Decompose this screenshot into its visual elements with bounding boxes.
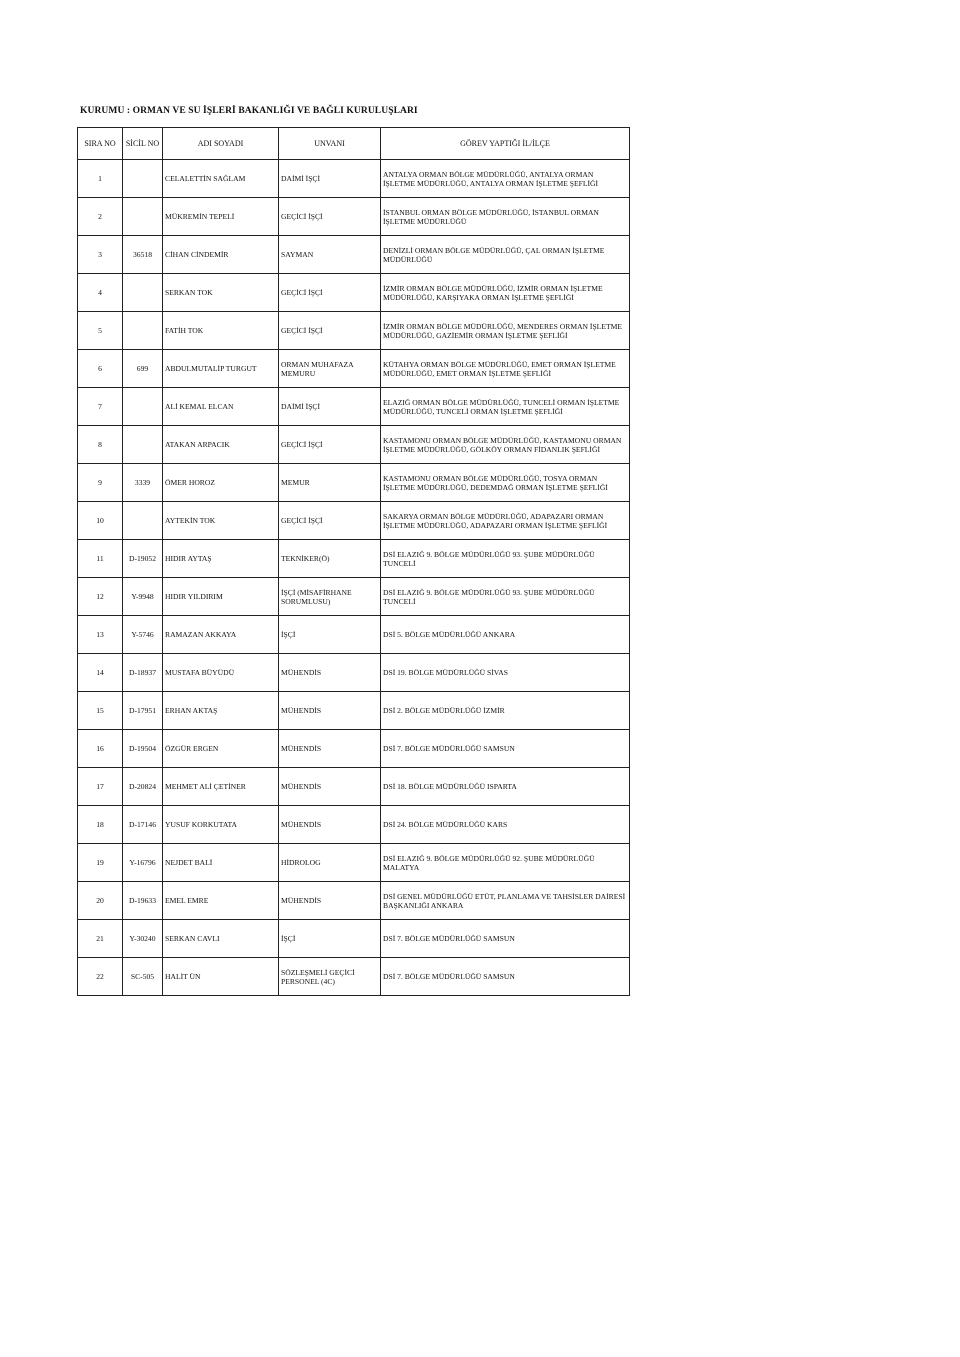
row-number: 19: [78, 844, 123, 882]
row-number: 18: [78, 806, 123, 844]
sicil-number: D-19633: [123, 882, 163, 920]
row-number: 14: [78, 654, 123, 692]
row-number: 13: [78, 616, 123, 654]
job-title: DAİMİ İŞÇİ: [279, 388, 381, 426]
duty-location: ELAZIĞ ORMAN BÖLGE MÜDÜRLÜĞÜ, TUNCELİ ORMAN İŞLETME MÜDÜRLÜĞÜ, TUNCELİ ORMAN İŞLETME ŞEFLİĞİ: [381, 388, 630, 426]
duty-location: DSİ 7. BÖLGE MÜDÜRLÜĞÜ SAMSUN: [381, 730, 630, 768]
header-gorev-yeri: GÖREV YAPTIĞI İL/İLÇE: [381, 128, 630, 160]
table-row: [78, 578, 630, 616]
row-number: 11: [78, 540, 123, 578]
duty-location: KÜTAHYA ORMAN BÖLGE MÜDÜRLÜĞÜ, EMET ORMAN İŞLETME MÜDÜRLÜĞÜ, EMET ORMAN İŞLETME ŞEFLİĞİ: [381, 350, 630, 388]
person-name: ALİ KEMAL ELCAN: [163, 388, 279, 426]
row-number: 1: [78, 160, 123, 198]
job-title: MÜHENDİS: [279, 806, 381, 844]
table-row: [78, 920, 630, 958]
row-number: 2: [78, 198, 123, 236]
person-name: ABDULMUTALİP TURGUT: [163, 350, 279, 388]
person-name: ÖMER HOROZ: [163, 464, 279, 502]
sicil-number: Y-9948: [123, 578, 163, 616]
row-number: 10: [78, 502, 123, 540]
duty-location: İZMİR ORMAN BÖLGE MÜDÜRLÜĞÜ, İZMİR ORMAN İŞLETME MÜDÜRLÜĞÜ, KARŞIYAKA ORMAN İŞLETME ŞEFLİĞİ: [381, 274, 630, 312]
table-row: [78, 654, 630, 692]
sicil-number: [123, 198, 163, 236]
row-number: 17: [78, 768, 123, 806]
duty-location: DSİ 2. BÖLGE MÜDÜRLÜĞÜ İZMİR: [381, 692, 630, 730]
duty-location: ANTALYA ORMAN BÖLGE MÜDÜRLÜĞÜ, ANTALYA ORMAN İŞLETME MÜDÜRLÜĞÜ, ANTALYA ORMAN İŞLETME ŞEFLİĞİ: [381, 160, 630, 198]
person-name: CELALETTİN SAĞLAM: [163, 160, 279, 198]
table-row: [78, 464, 630, 502]
table-row: [78, 730, 630, 768]
table-row: [78, 388, 630, 426]
job-title: GEÇİCİ İŞÇİ: [279, 502, 381, 540]
duty-location: DENİZLİ ORMAN BÖLGE MÜDÜRLÜĞÜ, ÇAL ORMAN İŞLETME MÜDÜRLÜĞÜ: [381, 236, 630, 274]
table-row: [78, 274, 630, 312]
row-number: 4: [78, 274, 123, 312]
sicil-number: [123, 388, 163, 426]
sicil-number: Y-5746: [123, 616, 163, 654]
table-row: [78, 806, 630, 844]
job-title: SAYMAN: [279, 236, 381, 274]
person-name: HIDIR AYTAŞ: [163, 540, 279, 578]
header-unvani: UNVANI: [279, 128, 381, 160]
duty-location: DSİ 19. BÖLGE MÜDÜRLÜĞÜ SİVAS: [381, 654, 630, 692]
person-name: EMEL EMRE: [163, 882, 279, 920]
table-body: [78, 160, 630, 996]
row-number: 21: [78, 920, 123, 958]
job-title: TEKNİKER(Ö): [279, 540, 381, 578]
sicil-number: D-17951: [123, 692, 163, 730]
row-number: 12: [78, 578, 123, 616]
person-name: YUSUF KORKUTATA: [163, 806, 279, 844]
sicil-number: 3339: [123, 464, 163, 502]
table-row: [78, 616, 630, 654]
person-name: MUSTAFA BÜYÜDÜ: [163, 654, 279, 692]
row-number: 15: [78, 692, 123, 730]
job-title: DAİMİ İŞÇİ: [279, 160, 381, 198]
table-row: [78, 160, 630, 198]
duty-location: İZMİR ORMAN BÖLGE MÜDÜRLÜĞÜ, MENDERES ORMAN İŞLETME MÜDÜRLÜĞÜ, GAZİEMİR ORMAN İŞLETME ŞEFLİĞİ: [381, 312, 630, 350]
job-title: GEÇİCİ İŞÇİ: [279, 312, 381, 350]
job-title: GEÇİCİ İŞÇİ: [279, 198, 381, 236]
person-name: RAMAZAN AKKAYA: [163, 616, 279, 654]
duty-location: DSİ ELAZIĞ 9. BÖLGE MÜDÜRLÜĞÜ 93. ŞUBE MÜDÜRLÜĞÜ TUNCELİ: [381, 578, 630, 616]
job-title: HİDROLOG: [279, 844, 381, 882]
job-title: İŞÇİ: [279, 920, 381, 958]
sicil-number: [123, 160, 163, 198]
sicil-number: D-18937: [123, 654, 163, 692]
table-row: [78, 236, 630, 274]
table-row: [78, 768, 630, 806]
personnel-table: [77, 127, 630, 996]
document-title: KURUMU : ORMAN VE SU İŞLERİ BAKANLIĞI VE BAĞLI KURULUŞLARI: [80, 106, 418, 116]
table-row: [78, 692, 630, 730]
job-title: İŞÇİ (MİSAFİRHANE SORUMLUSU): [279, 578, 381, 616]
job-title: MÜHENDİS: [279, 654, 381, 692]
row-number: 3: [78, 236, 123, 274]
header-sicil-no: SİCİL NO: [123, 128, 163, 160]
person-name: ATAKAN ARPACIK: [163, 426, 279, 464]
person-name: HIDIR YILDIRIM: [163, 578, 279, 616]
sicil-number: SC-505: [123, 958, 163, 996]
table-row: [78, 198, 630, 236]
sicil-number: D-17146: [123, 806, 163, 844]
table-row: [78, 312, 630, 350]
person-name: ÖZGÜR ERGEN: [163, 730, 279, 768]
sicil-number: [123, 274, 163, 312]
duty-location: KASTAMONU ORMAN BÖLGE MÜDÜRLÜĞÜ, KASTAMONU ORMAN İŞLETME MÜDÜRLÜĞÜ, GÖLKÖY ORMAN FİDANLIK ŞEFLİĞİ: [381, 426, 630, 464]
sicil-number: [123, 312, 163, 350]
person-name: SERKAN CAVLI: [163, 920, 279, 958]
row-number: 20: [78, 882, 123, 920]
job-title: MÜHENDİS: [279, 768, 381, 806]
person-name: AYTEKİN TOK: [163, 502, 279, 540]
person-name: HALİT ÜN: [163, 958, 279, 996]
job-title: GEÇİCİ İŞÇİ: [279, 274, 381, 312]
duty-location: DSİ ELAZIĞ 9. BÖLGE MÜDÜRLÜĞÜ 93. ŞUBE MÜDÜRLÜĞÜ TUNCELİ: [381, 540, 630, 578]
duty-location: DSİ 24. BÖLGE MÜDÜRLÜĞÜ KARS: [381, 806, 630, 844]
duty-location: DSİ ELAZIĞ 9. BÖLGE MÜDÜRLÜĞÜ 92. ŞUBE MÜDÜRLÜĞÜ MALATYA: [381, 844, 630, 882]
job-title: MÜHENDİS: [279, 692, 381, 730]
row-number: 8: [78, 426, 123, 464]
job-title: ORMAN MUHAFAZA MEMURU: [279, 350, 381, 388]
row-number: 6: [78, 350, 123, 388]
sicil-number: Y-30240: [123, 920, 163, 958]
row-number: 5: [78, 312, 123, 350]
sicil-number: 36518: [123, 236, 163, 274]
duty-location: DSİ 7. BÖLGE MÜDÜRLÜĞÜ SAMSUN: [381, 958, 630, 996]
row-number: 9: [78, 464, 123, 502]
header-sira-no: SIRA NO: [78, 128, 123, 160]
duty-location: KASTAMONU ORMAN BÖLGE MÜDÜRLÜĞÜ, TOSYA ORMAN İŞLETME MÜDÜRLÜĞÜ, DEDEMDAĞ ORMAN İŞLETME ŞEFLİĞİ: [381, 464, 630, 502]
sicil-number: 699: [123, 350, 163, 388]
row-number: 16: [78, 730, 123, 768]
duty-location: DSİ 18. BÖLGE MÜDÜRLÜĞÜ ISPARTA: [381, 768, 630, 806]
duty-location: DSİ 7. BÖLGE MÜDÜRLÜĞÜ SAMSUN: [381, 920, 630, 958]
table-row: [78, 350, 630, 388]
row-number: 22: [78, 958, 123, 996]
row-number: 7: [78, 388, 123, 426]
job-title: İŞÇİ: [279, 616, 381, 654]
duty-location: SAKARYA ORMAN BÖLGE MÜDÜRLÜĞÜ, ADAPAZARI ORMAN İŞLETME MÜDÜRLÜĞÜ, ADAPAZARI ORMAN İŞLETME ŞEFLİĞİ: [381, 502, 630, 540]
duty-location: İSTANBUL ORMAN BÖLGE MÜDÜRLÜĞÜ, İSTANBUL ORMAN İŞLETME MÜDÜRLÜĞÜ: [381, 198, 630, 236]
table-row: [78, 844, 630, 882]
duty-location: DSİ GENEL MÜDÜRLÜĞÜ ETÜT, PLANLAMA VE TAHSİSLER DAİRESİ BAŞKANLIĞI ANKARA: [381, 882, 630, 920]
sicil-number: [123, 426, 163, 464]
table-row: [78, 540, 630, 578]
person-name: MEHMET ALİ ÇETİNER: [163, 768, 279, 806]
sicil-number: D-20824: [123, 768, 163, 806]
job-title: GEÇİCİ İŞÇİ: [279, 426, 381, 464]
sicil-number: [123, 502, 163, 540]
table-row: [78, 426, 630, 464]
job-title: MÜHENDİS: [279, 730, 381, 768]
person-name: MÜKREMİN TEPELİ: [163, 198, 279, 236]
job-title: MÜHENDİS: [279, 882, 381, 920]
person-name: NEJDET BALİ: [163, 844, 279, 882]
duty-location: DSİ 5. BÖLGE MÜDÜRLÜĞÜ ANKARA: [381, 616, 630, 654]
person-name: SERKAN TOK: [163, 274, 279, 312]
person-name: ERHAN AKTAŞ: [163, 692, 279, 730]
sicil-number: Y-16796: [123, 844, 163, 882]
table-row: [78, 882, 630, 920]
table-row: [78, 502, 630, 540]
table-header-row: [78, 128, 630, 160]
person-name: FATİH TOK: [163, 312, 279, 350]
person-name: CİHAN CİNDEMİR: [163, 236, 279, 274]
table-row: [78, 958, 630, 996]
sicil-number: D-19504: [123, 730, 163, 768]
job-title: MEMUR: [279, 464, 381, 502]
header-adi-soyadi: ADI SOYADI: [163, 128, 279, 160]
job-title: SÖZLEŞMELİ GEÇİCİ PERSONEL (4C): [279, 958, 381, 996]
sicil-number: D-19052: [123, 540, 163, 578]
